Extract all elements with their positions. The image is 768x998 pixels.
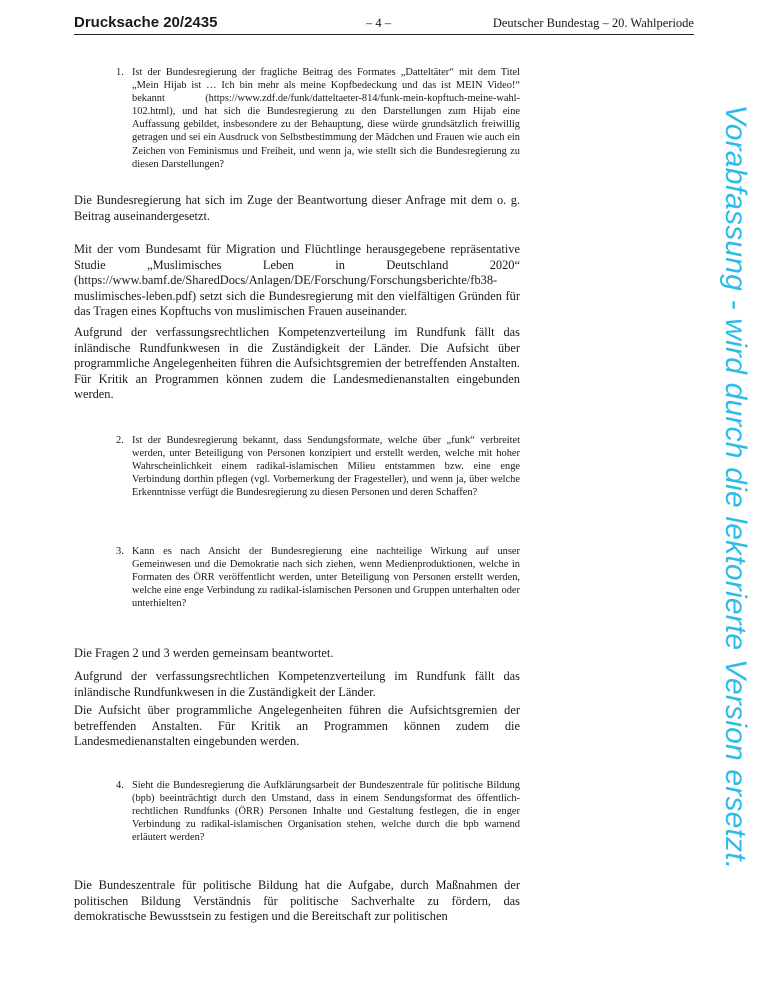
answer-paragraph: Die Bundesregierung hat sich im Zuge der Beantwortung dieser Anfrage mit dem o. g. Beitrag auseinandergesetzt.	[74, 193, 520, 223]
question-3	[116, 545, 520, 610]
question-number: 2.	[116, 435, 124, 446]
answer-paragraph: Aufgrund der verfassungsrechtlichen Kompetenzverteilung im Rundfunk fällt das inländische Rundfunkwesen in die Zuständigkeit der Länder.	[74, 669, 520, 699]
answer-paragraph: Die Bundeszentrale für politische Bildung hat die Aufgabe, durch Maßnahmen der politischen Bildung Verständnis für politische Sachverhalte zu fördern, das demokratische Bewusstsein zu festigen und die Bereitschaft zur politischen	[74, 878, 520, 924]
document-id: Drucksache 20/2435	[74, 14, 218, 31]
question-text: Ist der Bundesregierung der fragliche Beitrag des Formates „Datteltäter“ mit dem Titel „Mein Hijab ist … Ich bin mehr als meine Kopfbedeckung und das ist MEIN Video!“ bekannt (https://www.zdf.de/funk/datteltaeter-814/funk-mein-kopftuch-meine-wahl-102.html), und hat sich die Bundesregierung zu den Darstellungen zum Hijab eine Auffassung gebildet, insbesondere zu der Behauptung, diese würde grundsätzlich freiwillig getragen und sei ein Ausdruck von Selbstbestimmung der Mädchen und Frauen wie auch ein Zeichen von Feminismus und Freiheit, und wenn ja, wie stellt sich die Bundesregierung zu diesen Darstellungen?	[132, 67, 520, 170]
question-1	[116, 66, 520, 171]
question-number: 1.	[116, 67, 124, 78]
page-header	[74, 12, 694, 35]
draft-watermark	[710, 52, 760, 922]
question-text: Ist der Bundesregierung bekannt, dass Sendungsformate, welche über „funk“ verbreitet werden, unter Beteiligung von Personen konzipiert und erstellt werden, welche mit hoher Wahrscheinlichkeit einem radikal-islamischen Milieu entstammen bzw. eine enge Verbindung dorthin pflegen (vgl. Vorbemerkung der Fragesteller), und wenn ja, über welche Erkenntnisse verfügt die Bundesregierung zu diesen Personen und deren Schaffen?	[132, 435, 520, 499]
watermark-text: Vorabfassung - wird durch die lektorierte Version ersetzt.	[719, 104, 752, 870]
question-number: 4.	[116, 780, 124, 791]
question-4	[116, 779, 520, 844]
answer-paragraph: Aufgrund der verfassungsrechtlichen Kompetenzverteilung im Rundfunk fällt das inländische Rundfunkwesen in die Zuständigkeit der Länder. Die Aufsicht über programmliche Angelegenheiten führen die Aufsichtsgremien der betreffenden Anstalten. Für Kritik an Programmen können zudem die Landesmedienanstalten eingebunden werden.	[74, 325, 520, 402]
answer-paragraph: Mit der vom Bundesamt für Migration und Flüchtlinge herausgegebene repräsentative Studie „Muslimisches Leben in Deutschland 2020“ (https://www.bamf.de/SharedDocs/Anlagen/DE/Forschung/Forschungsberichte/fb38-muslimisches-leben.pdf) setzt sich die Bundesregierung mit den vielfältigen Gründen für das Tragen eines Kopftuchs von muslimischen Frauen auseinander.	[74, 242, 520, 319]
page-number: – 4 –	[366, 16, 391, 30]
question-2	[116, 434, 520, 499]
question-text: Kann es nach Ansicht der Bundesregierung eine nachteilige Wirkung auf unser Gemeinwesen und die Demokratie nach sich ziehen, wenn Medienproduktionen, welche in Formaten des ÖRR veröffentlicht werden, unter Beteiligung von Personen erstellt werden, welche eine enge Verbindung zu radikal-islamischen Personen und Gruppen unterhalten oder unterhielten?	[132, 546, 520, 610]
answer-paragraph: Die Fragen 2 und 3 werden gemeinsam beantwortet.	[74, 646, 334, 660]
answer-paragraph: Die Aufsicht über programmliche Angelegenheiten führen die Aufsichtsgremien der betreffenden Anstalten. Für Kritik an Programmen können zudem die Landesmedienanstalten eingebunden werden.	[74, 703, 520, 749]
question-number: 3.	[116, 546, 124, 557]
question-text: Sieht die Bundesregierung die Aufklärungsarbeit der Bundeszentrale für politische Bildung (bpb) beeinträchtigt durch den Umstand, dass in einem Sendungsformat des öffentlich-rechtlichen Rundfunks (ÖRR) Personen Inhalte und Gestaltung festlegen, die in enger Verbindung zu radikal-islamischen Organisation stehen, welche durch die bpb warnend erläutert werden?	[132, 780, 520, 844]
institution-label: Deutscher Bundestag – 20. Wahlperiode	[492, 16, 694, 30]
